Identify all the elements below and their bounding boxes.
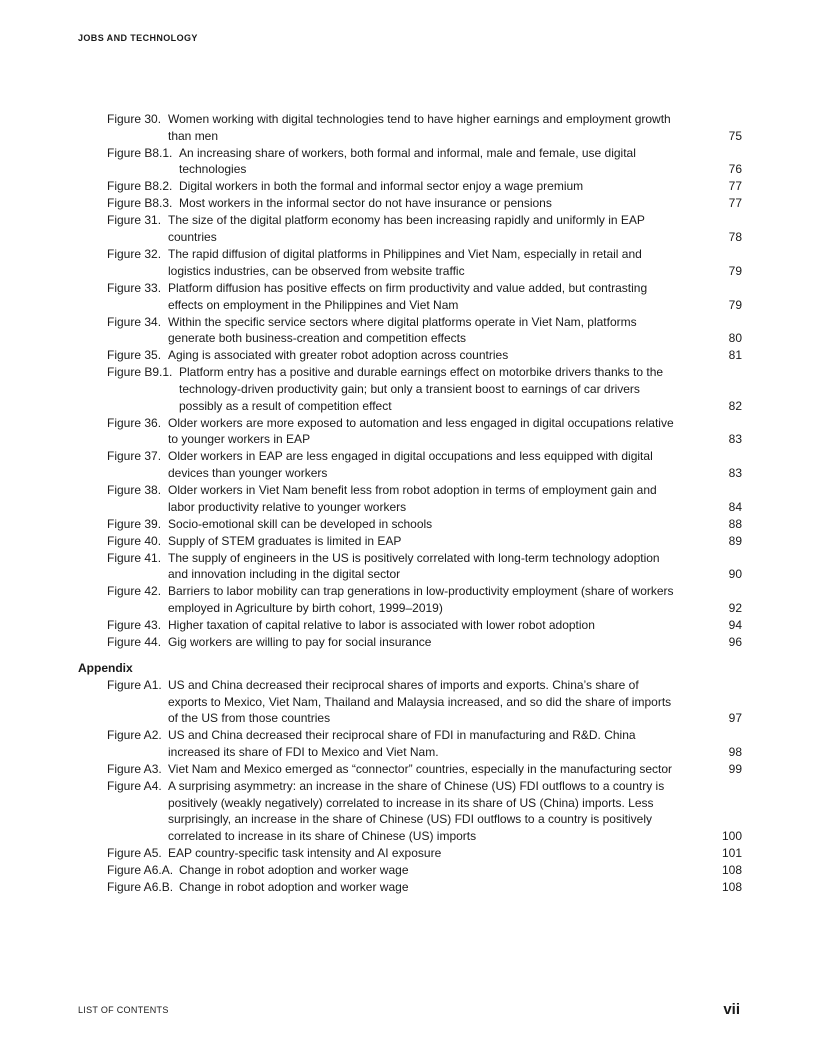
figure-page-number: 84 xyxy=(728,499,742,514)
toc-entry[interactable] xyxy=(78,145,742,178)
figure-title: US and China decreased their reciprocal shares of imports and exports. China’s share of exports to Mexico, Viet Nam, Thailand and Malaysia increased, and so did the share of imports of the US from those countries xyxy=(168,677,672,726)
figure-title: Older workers are more exposed to automation and less engaged in digital occupations relative to younger workers in EAP xyxy=(168,415,674,447)
figure-label: Figure A4. xyxy=(107,778,162,793)
figure-page-number: 78 xyxy=(728,230,742,245)
figure-page-number: 80 xyxy=(728,331,742,346)
figure-title: The supply of engineers in the US is positively correlated with long-term technology adoption and innovation including in the digital sector xyxy=(168,550,660,582)
toc-entry[interactable] xyxy=(78,617,742,634)
figure-page-number: 75 xyxy=(728,128,742,143)
figure-label: Figure A2. xyxy=(107,728,162,743)
figure-title: Gig workers are willing to pay for social insurance xyxy=(168,635,432,650)
figure-title: A surprising asymmetry: an increase in the share of Chinese (US) FDI outflows to a country is positively (weakly negatively) correlated to increase in its share of US (China) imports. Less surprisingly, an increase in the share of Chinese (US) FDI outflows to a country is positively correlated to increase in its share of Chinese (US) imports xyxy=(168,778,665,844)
figure-page-number: 97 xyxy=(728,711,742,726)
list-of-figures xyxy=(78,111,742,896)
toc-entry[interactable] xyxy=(78,778,742,845)
figure-page-number: 108 xyxy=(721,863,742,878)
toc-entry[interactable] xyxy=(78,448,742,481)
figure-label: Figure B8.3. xyxy=(107,196,173,211)
figure-label: Figure 34. xyxy=(107,314,162,329)
toc-entry[interactable] xyxy=(78,178,742,195)
figure-label: Figure 42. xyxy=(107,584,162,599)
toc-entry[interactable] xyxy=(78,583,742,616)
figure-page-number: 82 xyxy=(728,398,742,413)
figure-title: Within the specific service sectors where digital platforms operate in Viet Nam, platforms generate both business-creation and competition effects xyxy=(168,314,637,346)
figure-title: Platform diffusion has positive effects on firm productivity and value added, but contrasting effects on employment in the Philippines and Viet Nam xyxy=(168,280,648,312)
figure-label: Figure B9.1. xyxy=(107,365,173,380)
toc-entry[interactable] xyxy=(78,415,742,448)
toc-entry[interactable] xyxy=(78,845,742,862)
figure-title: US and China decreased their reciprocal share of FDI in manufacturing and R&D. China increased its share of FDI to Mexico and Viet Nam. xyxy=(168,728,636,759)
toc-entry[interactable] xyxy=(78,212,742,245)
figure-label: Figure 37. xyxy=(107,449,162,464)
figure-page-number: 79 xyxy=(728,263,742,278)
figure-title: Supply of STEM graduates is limited in EAP xyxy=(168,533,402,548)
figure-label: Figure 43. xyxy=(107,618,162,633)
toc-entry[interactable] xyxy=(78,550,742,583)
toc-entry[interactable] xyxy=(78,533,742,550)
figure-label: Figure B8.2. xyxy=(107,179,173,194)
figure-page-number: 98 xyxy=(728,744,742,759)
figure-label: Figure 36. xyxy=(107,415,162,430)
figure-page-number: 100 xyxy=(721,829,742,844)
figure-title: The rapid diffusion of digital platforms in Philippines and Viet Nam, especially in retail and logistics industries, can be observed from website traffic xyxy=(168,247,642,278)
figure-title: Platform entry has a positive and durable earnings effect on motorbike drivers thanks to the technology-driven productivity gain; but only a transient boost to earnings of car drivers possibly as a result of competition effect xyxy=(179,365,664,413)
footer-section-label: LIST OF CONTENTS xyxy=(78,1005,169,1015)
running-title: JOBS AND TECHNOLOGY xyxy=(78,33,198,43)
figure-title: Digital workers in both the formal and informal sector enjoy a wage premium xyxy=(179,179,584,194)
toc-entry[interactable] xyxy=(78,761,742,778)
figure-page-number: 83 xyxy=(728,466,742,481)
figure-label: Figure 31. xyxy=(107,213,162,228)
figure-page-number: 77 xyxy=(728,196,742,211)
toc-entry[interactable] xyxy=(78,727,742,760)
toc-entry[interactable] xyxy=(78,195,742,212)
figure-page-number: 88 xyxy=(728,516,742,531)
figure-title: Socio-emotional skill can be developed in schools xyxy=(168,516,433,531)
figure-title: Older workers in EAP are less engaged in digital occupations and less equipped with digital devices than younger workers xyxy=(168,449,653,481)
figure-label: Figure 40. xyxy=(107,533,162,548)
figure-page-number: 99 xyxy=(728,761,742,776)
toc-entry[interactable] xyxy=(78,482,742,515)
figure-label: Figure A5. xyxy=(107,846,162,861)
appendix-figure-list xyxy=(78,677,742,896)
figure-page-number: 90 xyxy=(728,567,742,582)
figure-label: Figure 41. xyxy=(107,550,162,565)
figure-page-number: 94 xyxy=(728,618,742,633)
figure-label: Figure 33. xyxy=(107,280,162,295)
figure-title: Barriers to labor mobility can trap generations in low-productivity employment (share of workers employed in Agriculture by birth cohort, 1999–2019) xyxy=(168,584,674,616)
figure-label: Figure B8.1. xyxy=(107,145,173,160)
figure-label: Figure 38. xyxy=(107,483,162,498)
figure-title: Change in robot adoption and worker wage xyxy=(179,863,409,878)
figure-title: An increasing share of workers, both formal and informal, male and female, use digital technologies xyxy=(179,145,636,177)
figure-title: Change in robot adoption and worker wage xyxy=(179,880,409,895)
figure-title: Older workers in Viet Nam benefit less from robot adoption in terms of employment gain and labor productivity relative to younger workers xyxy=(168,483,657,514)
figure-page-number: 76 xyxy=(728,162,742,177)
figure-page-number: 101 xyxy=(721,846,742,861)
figure-label: Figure 32. xyxy=(107,247,162,262)
figure-label: Figure A6.B. xyxy=(107,880,174,895)
figure-page-number: 83 xyxy=(728,432,742,447)
toc-entry[interactable] xyxy=(78,879,742,896)
toc-entry[interactable] xyxy=(78,677,742,727)
figure-label: Figure A3. xyxy=(107,761,162,776)
figure-label: Figure 30. xyxy=(107,112,162,126)
toc-entry[interactable] xyxy=(78,516,742,533)
figure-page-number: 96 xyxy=(728,635,742,650)
toc-entry[interactable] xyxy=(78,280,742,313)
figure-list xyxy=(78,111,742,651)
figure-page-number: 81 xyxy=(728,348,742,363)
appendix-heading: Appendix xyxy=(78,660,133,675)
toc-entry[interactable] xyxy=(78,246,742,279)
figure-page-number: 108 xyxy=(721,880,742,895)
toc-entry[interactable] xyxy=(78,634,742,651)
toc-entry[interactable] xyxy=(78,111,742,144)
figure-title: Most workers in the informal sector do not have insurance or pensions xyxy=(179,196,552,211)
page-number: vii xyxy=(723,1001,740,1018)
figure-page-number: 77 xyxy=(728,179,742,194)
figure-label: Figure 35. xyxy=(107,348,162,363)
toc-entry[interactable] xyxy=(78,862,742,879)
toc-entry[interactable] xyxy=(78,364,742,414)
figure-title: Viet Nam and Mexico emerged as “connector” countries, especially in the manufacturing sector xyxy=(168,761,673,776)
figure-title: Higher taxation of capital relative to labor is associated with lower robot adoption xyxy=(168,618,595,633)
figure-title: The size of the digital platform economy has been increasing rapidly and uniformly in EAP countries xyxy=(168,213,645,245)
figure-label: Figure 44. xyxy=(107,635,162,650)
figure-page-number: 92 xyxy=(728,601,742,616)
figure-label: Figure 39. xyxy=(107,516,162,531)
figure-label: Figure A1. xyxy=(107,677,162,692)
figure-page-number: 79 xyxy=(728,297,742,312)
toc-entry[interactable] xyxy=(78,347,742,364)
toc-entry[interactable] xyxy=(78,314,742,347)
figure-page-number: 89 xyxy=(728,533,742,548)
figure-title: EAP country-specific task intensity and AI exposure xyxy=(168,846,442,861)
figure-label: Figure A6.A. xyxy=(107,863,174,878)
figure-title: Women working with digital technologies tend to have higher earnings and employment growth than men xyxy=(168,112,671,143)
figure-title: Aging is associated with greater robot adoption across countries xyxy=(168,348,509,363)
